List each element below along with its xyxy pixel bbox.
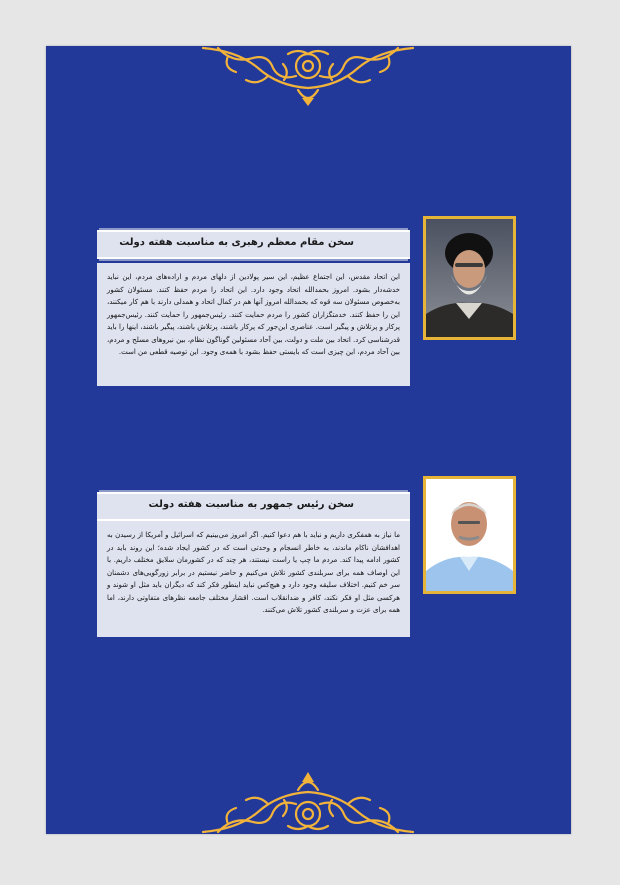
president-section-body: ما نیاز به همفکری داریم و نباید با هم دعوا کنیم. اگر امروز می‌بینیم که اسرائیل و آمریکا از رسیدن به اهدافشان ناکام ماندند، به خاطر انسجام و وحدتی است که در کشور ایجاد شده؛ این روند باید در کشور ادامه پیدا کند. مردم ما چپ یا راست نیستند، هر چند که در کشورمان سلایق مختلف داریم. با این اوصاف همه برای سربلندی کشور تلاش می‌کنیم و حاضر نیستیم در برابر زورگویی‌های دشمنان سر خم کنیم. اختلاف سلیقه وجود دارد و هیچ‌کس نباید اینطور فکر کند که دیگران باید مثل او شوند و هرکسی مثل او فکر نکند، کافر و ضدانقلاب است. اقشار مختلف جامعه نظرهای متفاوتی دارند، اما همه برای عزت و سربلندی کشور تلاش می‌کنند. bbox=[97, 521, 410, 637]
portrait-photo-icon bbox=[423, 476, 516, 594]
leader-section-title: سخن مقام معظم رهبری به مناسبت هفته دولت bbox=[119, 237, 354, 248]
leader-section-body: این اتحاد مقدس، این اجتماع عظیم، این سیر پولادین از دلهای مردم و اراده‌های مردم، این نباید خدشه‌دار بشود. امروز بحمدالله اتحاد وجود دارد. این اتحاد را مردم حفظ کنند. مسئولان کشور به‌خصوص مسئولان سه قوه که بحمدالله امروز آنها هم در کمال اتحاد و همدلی دارند با هم کار میکنند، این را حفظ کنند. خدمتگزاران کشور را مردم حمایت کنند. رئیس‌جمهور را حمایت کنند. رئیس‌جمهور پرکار و پرتلاش و پیگیر است. عناصری این‌جور که پرکار باشند، پرتلاش باشند، پیگیر باشند، اینها را باید قدرشناسی کرد. اتحاد بین ملت و دولت، بین آحاد مسئولین گوناگون نظام، بین نیروهای مسلح و مردم، بین آحاد مردم، این چیزی است که بایستی حفظ بشود با همه‌ی وجود. این توصیه قطعی من است. bbox=[97, 263, 410, 386]
leader-section-header bbox=[97, 230, 410, 259]
portrait-photo-icon bbox=[423, 216, 516, 340]
leader-section bbox=[97, 230, 517, 390]
president-section-title: سخن رئیس جمهور به مناسبت هفته دولت bbox=[148, 499, 354, 510]
president-section-header bbox=[97, 492, 410, 521]
president-section bbox=[97, 492, 517, 642]
arabesque-ornament-icon bbox=[198, 764, 418, 834]
poster-page bbox=[46, 46, 571, 834]
arabesque-ornament-icon bbox=[198, 46, 418, 106]
